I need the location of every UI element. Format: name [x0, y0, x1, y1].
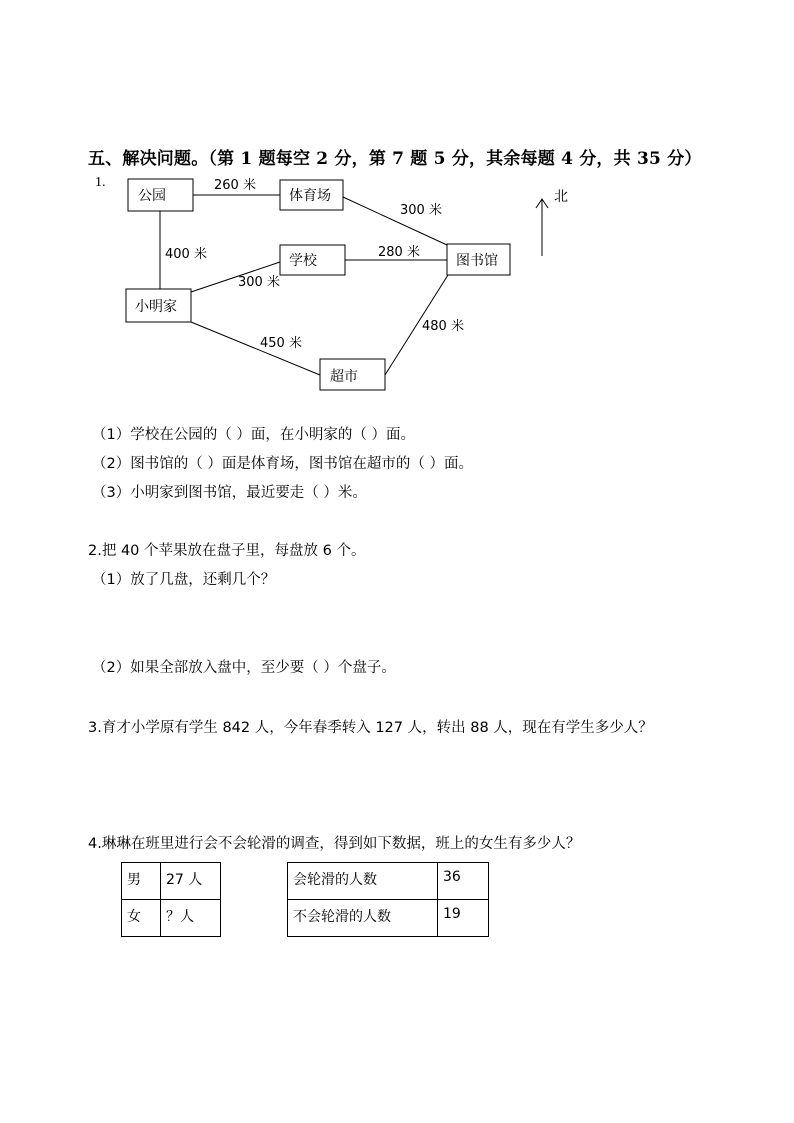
table-cell: 27 人 [161, 863, 221, 900]
place-market [320, 359, 385, 390]
place-gym-label: 体育场 [289, 188, 331, 204]
question-4-stem: 4.琳琳在班里进行会不会轮滑的调查，得到如下数据，班上的女生有多少人？ [88, 836, 581, 852]
distance-market-library: 480 米 [422, 319, 464, 334]
table-row [122, 900, 221, 937]
question-1-sub-2: （2）图书馆的（ ）面是体育场，图书馆在超市的（ ）面。 [92, 456, 473, 472]
table-cell: 不会轮滑的人数 [288, 900, 438, 937]
place-library-label: 图书馆 [456, 253, 498, 269]
skating-table [287, 862, 489, 937]
table-cell: 女 [122, 900, 161, 937]
question-1-sub-3: （3）小明家到图书馆，最近要走（ ）米。 [92, 485, 367, 501]
table-row [288, 900, 489, 937]
question-2-sub-1: （1）放了几盘，还剩几个？ [92, 572, 276, 588]
question-1-sub-1: （1）学校在公园的（ ）面，在小明家的（ ）面。 [92, 427, 415, 443]
distance-home-market: 450 米 [260, 336, 302, 351]
place-market-label: 超市 [330, 369, 358, 385]
table-row [288, 863, 489, 900]
north-arrow-icon [536, 199, 548, 256]
table-cell: 19 [438, 900, 489, 937]
gender-table [121, 862, 221, 937]
question-2-stem: 2.把 40 个苹果放在盘子里，每盘放 6 个。 [88, 543, 366, 559]
table-cell: ？人 [161, 900, 221, 937]
place-school-label: 学校 [289, 253, 317, 269]
direction-map [0, 0, 794, 420]
place-library [447, 244, 510, 275]
question-1-number: 1. [95, 175, 106, 190]
question-3-stem: 3.育才小学原有学生 842 人，今年春季转入 127 人，转出 88 人，现在有学生多少人？ [88, 720, 653, 736]
north-label: 北 [554, 189, 568, 205]
section-title: 五、解决问题。（第 1 题每空 2 分，第 7 题 5 分，其余每题 4 分，共 35 分） [88, 149, 702, 169]
distance-school-library: 280 米 [378, 245, 420, 260]
distance-park-gym: 260 米 [214, 178, 256, 193]
place-school [280, 245, 345, 275]
place-park [128, 179, 193, 211]
place-gym [280, 180, 343, 210]
place-home-label: 小明家 [135, 299, 177, 315]
place-park-label: 公园 [138, 188, 166, 204]
table-row [122, 863, 221, 900]
place-home [126, 289, 191, 322]
distance-home-school: 300 米 [238, 275, 280, 290]
distance-park-home: 400 米 [165, 247, 207, 262]
table-cell: 36 [438, 863, 489, 900]
distance-gym-library: 300 米 [400, 203, 442, 218]
table-cell: 男 [122, 863, 161, 900]
table-cell: 会轮滑的人数 [288, 863, 438, 900]
question-2-sub-2: （2）如果全部放入盘中，至少要（ ）个盘子。 [92, 660, 396, 676]
